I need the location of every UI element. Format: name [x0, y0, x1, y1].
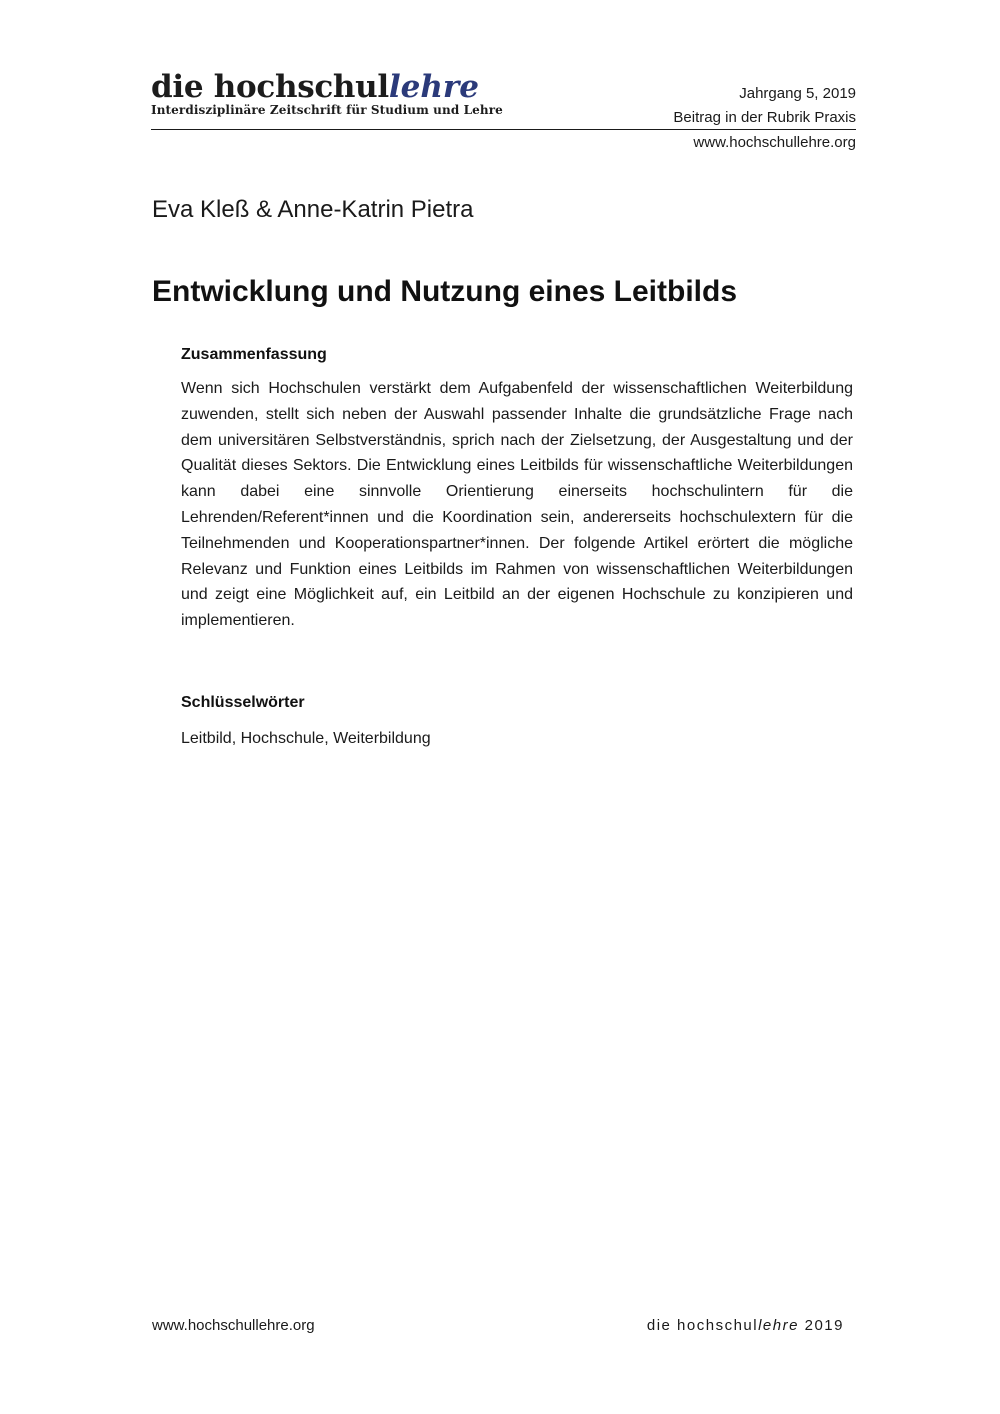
keywords-section: [181, 692, 853, 751]
footer-journal-italic: lehre: [758, 1317, 799, 1334]
logo-text-accent: lehre: [388, 69, 479, 105]
footer-journal-name: [647, 1315, 844, 1337]
rubric-info: Beitrag in der Rubrik Praxis: [673, 109, 856, 126]
footer-year: 2019: [798, 1317, 844, 1334]
logo-text-main: die hochschul: [151, 69, 389, 105]
authors: Eva Kleß & Anne-Katrin Pietra: [152, 196, 474, 223]
logo-subtitle: Interdisziplinäre Zeitschrift für Studium und Lehre: [151, 103, 503, 117]
issue-meta: [673, 82, 856, 130]
keywords-text: Leitbild, Hochschule, Weiterbildung: [181, 730, 431, 747]
article-title: Entwicklung und Nutzung eines Leitbilds: [152, 275, 737, 308]
footer-journal-prefix: die hochschul: [646, 1317, 759, 1334]
header-url-link[interactable]: www.hochschullehre.org: [693, 134, 856, 151]
abstract-heading: Zusammenfassung: [181, 346, 327, 363]
footer-url-link[interactable]: www.hochschullehre.org: [152, 1317, 315, 1334]
header-rule: [151, 129, 856, 130]
volume-info: Jahrgang 5, 2019: [739, 85, 856, 102]
abstract-section: [181, 344, 853, 634]
keywords-heading: Schlüsselwörter: [181, 694, 305, 711]
journal-logo: [151, 68, 479, 106]
abstract-text: Wenn sich Hochschulen verstärkt dem Aufgabenfeld der wissenschaftlichen Weiterbildung zuwenden, stellt sich neben der Auswahl passender Inhalte die grundsätzliche Frage nach dem universitären Selbstverständnis, sprich nach der Zielsetzung, der Ausgestaltung und der Qualität dieses Sektors. Die Entwicklung eines Leitbilds für wissenschaftliche Weiterbildungen kann dabei eine sinnvolle Orientierung einerseits hochschulintern für die Lehrenden/Referent*innen und die Koordination sein, andererseits hochschulextern für die Teilnehmenden und Kooperationspartner*innen. Der folgende Artikel erörtert die mögliche Relevanz und Funktion eines Leitbilds im Rahmen von wissenschaftlichen Weiterbildungen und zeigt eine Möglichkeit auf, ein Leitbild an der eigenen Hochschule zu konzipieren und implementieren.: [181, 380, 853, 630]
